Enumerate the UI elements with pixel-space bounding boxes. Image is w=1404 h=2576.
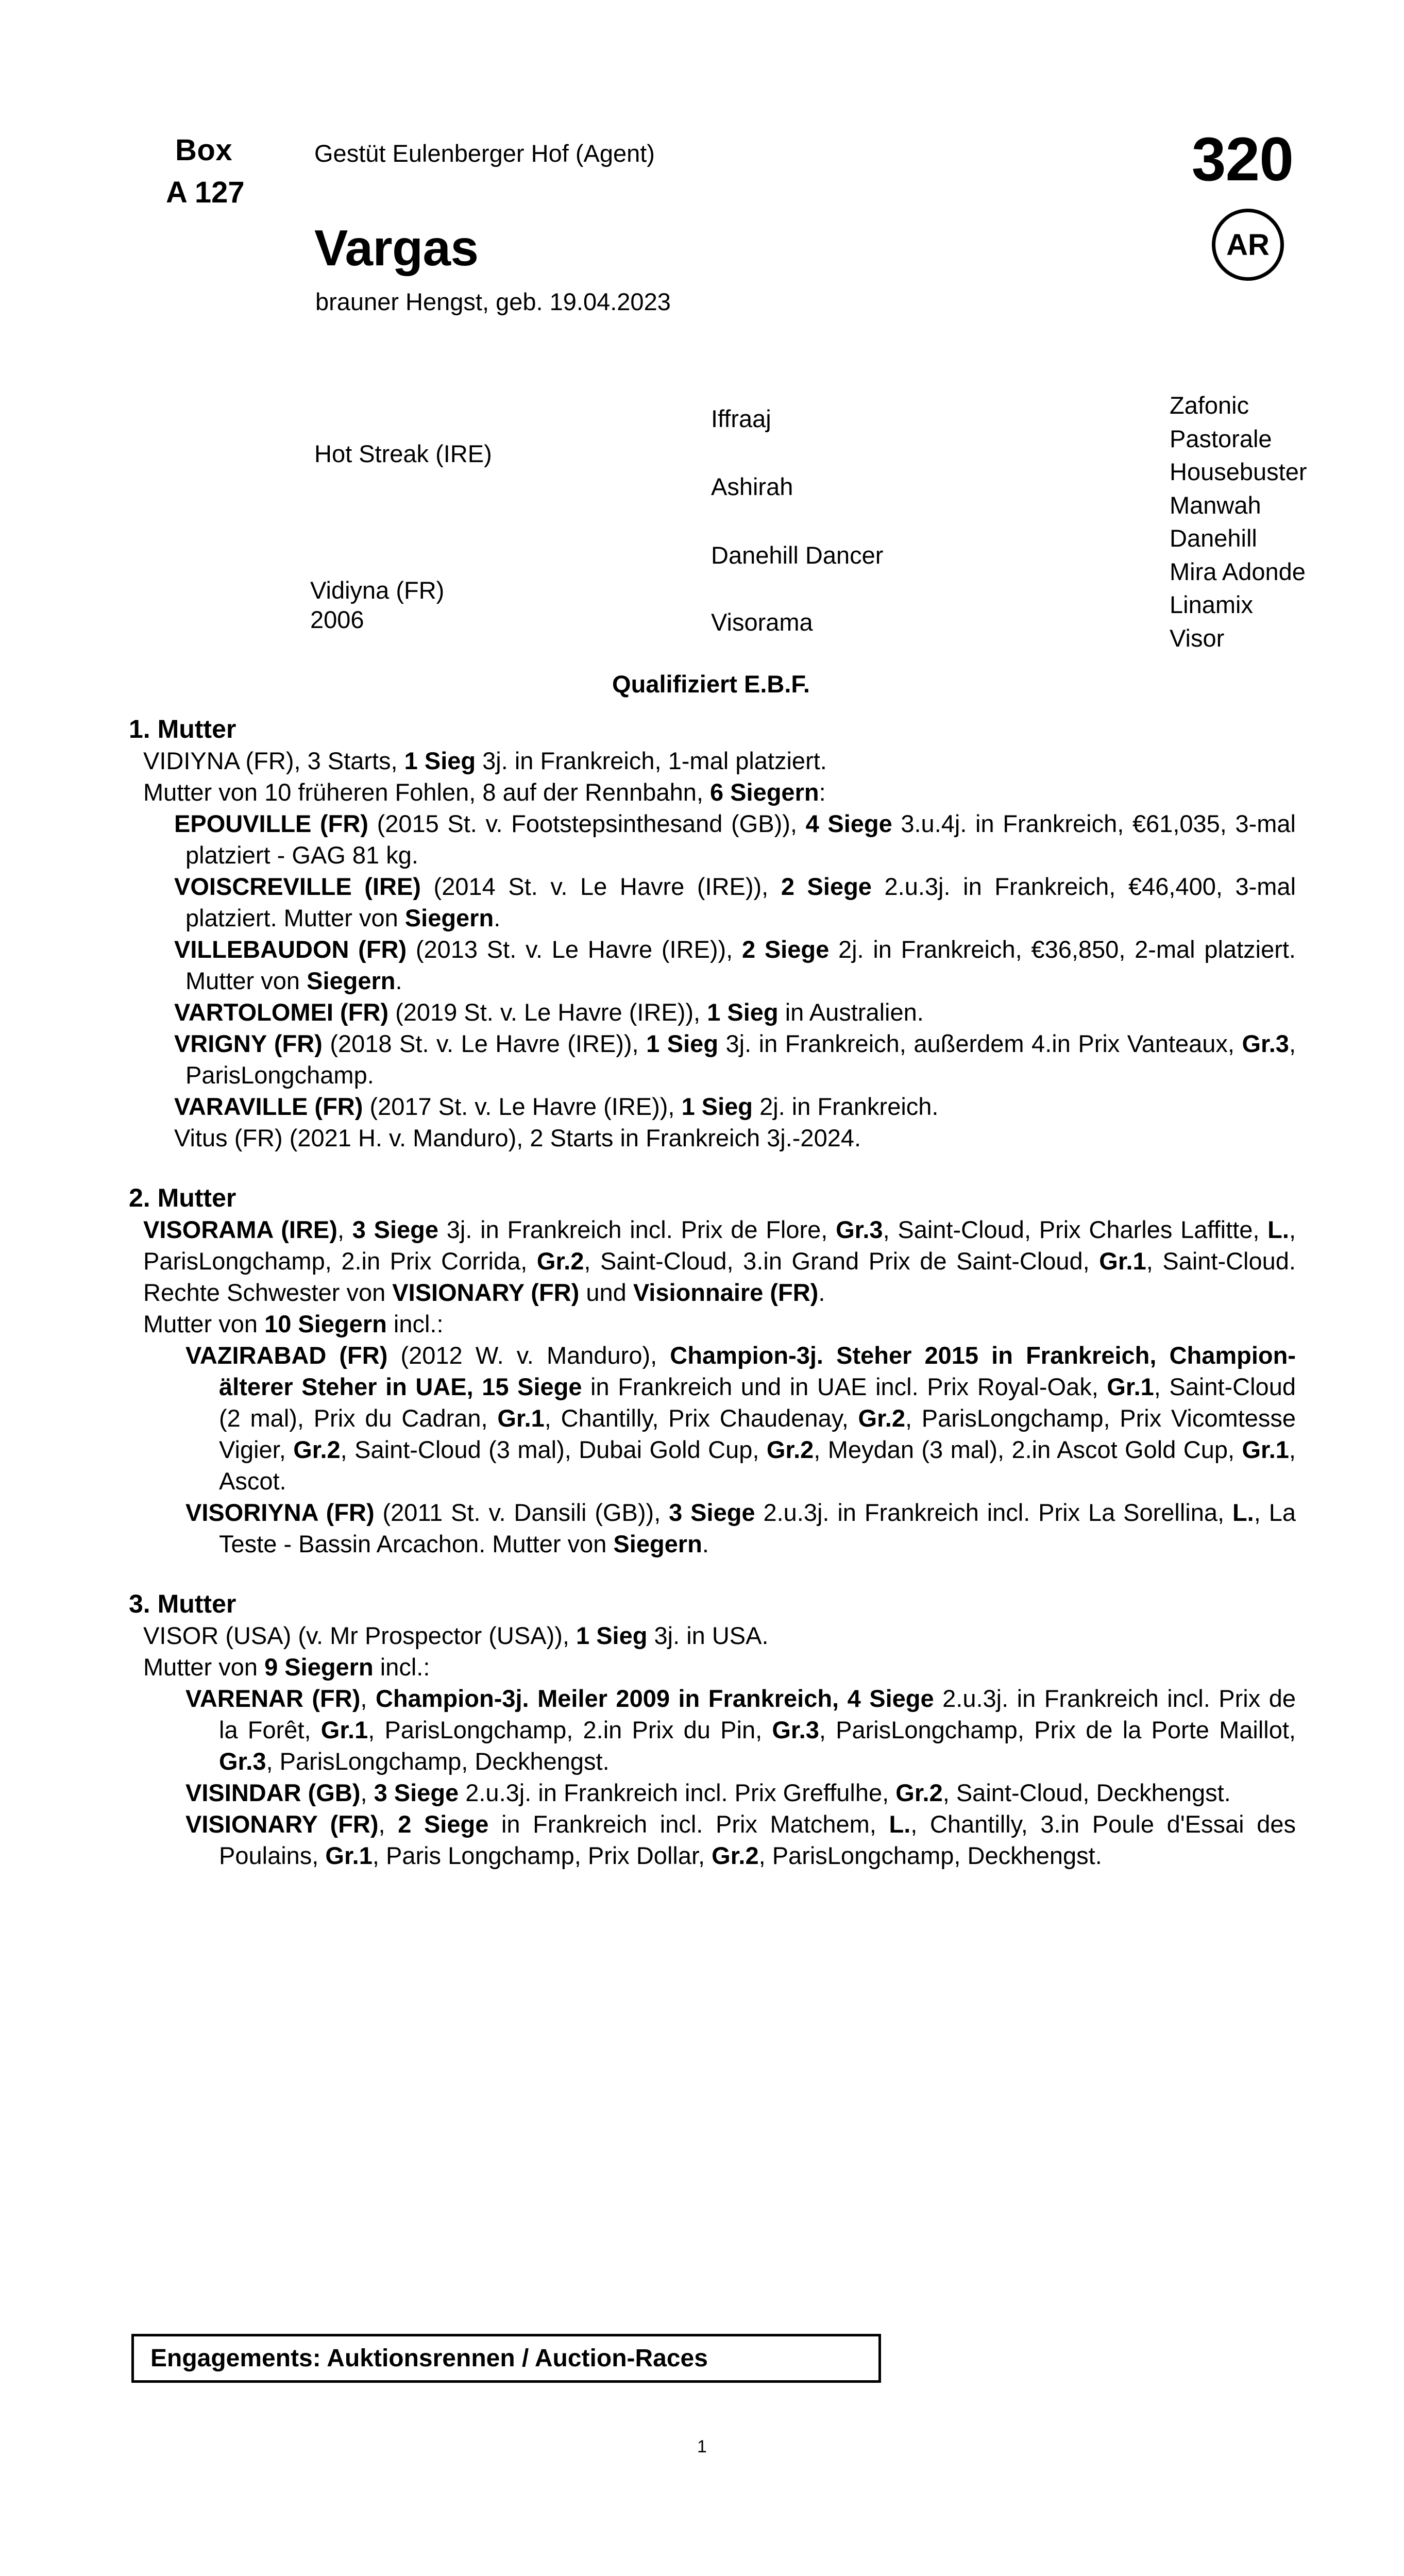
pedigree-table [129,379,1307,652]
foal-name: VARAVILLE (FR) [174,1093,363,1120]
foal-wins: 3 Siege [669,1499,755,1526]
foal-detail-b: in Frankreich incl. Prix Matchem, [488,1810,889,1838]
foal-entry [174,808,1296,871]
foal-entry [185,1777,1296,1808]
first-dam-produce-winners: 6 Siegern [709,778,819,806]
foal-wins: 2 Siege [398,1810,489,1838]
grade-gr2: Gr.2 [712,1842,759,1869]
pedigree-dam-sire: Danehill Dancer [711,541,884,569]
foal-detail-d: , Chantilly, Prix Chaudenay, [544,1404,858,1432]
foal-wins: 1 Sieg [681,1093,753,1120]
pedigree-sire: Hot Streak (IRE) [314,440,492,467]
foal-entry [185,1808,1296,1871]
foal-detail-c: , ParisLongchamp, 2.in Prix du Pin, [368,1716,772,1743]
third-dam-text-b: 3j. in USA. [647,1622,769,1649]
second-dam-text-g: und [579,1279,633,1306]
foal-group-grade: Gr.3 [1242,1030,1289,1057]
section-title-first-dam: 1. Mutter [129,715,236,743]
box-number: A 127 [166,176,245,209]
foal-detail-a: (2011 St. v. Dansili (GB)), [374,1499,669,1526]
foal-detail-b: 2.u.3j. in Frankreich incl. Prix de la Forêt, [219,1685,1296,1743]
foal-detail-b: 2.u.3j. in Frankreich, €46,400, 3-mal platziert. Mutter von [185,873,1296,931]
pedigree-fourth-generation [1170,389,1307,655]
engagements-label: Engagements: Auktionsrennen / Auction-Races [150,2345,708,2372]
foal-name: VARTOLOMEI (FR) [174,998,389,1026]
foal-detail-a: (2017 St. v. Le Havre (IRE)), [363,1093,682,1120]
foal-entry [174,996,1296,1028]
foal-titles: Champion-3j. Meiler 2009 in Frankreich, 4 Siege [375,1685,934,1712]
foal-entry [174,871,1296,934]
page-number: 1 [697,2437,707,2456]
consignor-name: Gestüt Eulenberger Hof (Agent) [314,140,655,167]
pedigree-gp-2: Pastorale [1170,425,1272,452]
second-dam-name: VISORAMA (IRE) [143,1216,337,1243]
pedigree-gp-8: Visor [1170,624,1225,652]
foal-detail-b: 2j. in Frankreich. [753,1093,939,1120]
pedigree-gp-3: Housebuster [1170,458,1307,485]
pedigree-text [129,714,1296,1871]
third-dam-wins: 1 Sieg [576,1622,648,1649]
pedigree-dam: Vidiyna (FR) [310,577,445,604]
related-horse-2: Visionnaire (FR) [633,1279,819,1306]
foal-detail-d: . [702,1530,709,1557]
grade-gr1: Gr.1 [1242,1436,1289,1463]
pedigree-gp-6: Mira Adonde [1170,557,1306,585]
grade-gr1: Gr.1 [325,1842,373,1869]
foal-wins: 2 Siege [781,873,872,900]
foal-name: VARENAR (FR) [185,1685,361,1712]
foal-detail-b: 2j. in Frankreich, €36,850, 2-mal platziert. Mutter von [185,936,1296,994]
foal-entry [185,1683,1296,1777]
foal-detail-d: , Paris Longchamp, Prix Dollar, [372,1842,712,1869]
foal-detail-c: , La Teste - Bassin Arcachon. Mutter von [219,1499,1296,1557]
foal-wins: 1 Sieg [646,1030,719,1057]
grade-gr1: Gr.1 [320,1716,368,1743]
grade-gr1: Gr.1 [1099,1247,1146,1275]
horse-name: Vargas [314,219,479,276]
foal-detail-c: , Saint-Cloud (2 mal), Prix du Cadran, [219,1373,1296,1432]
foal-detail-c: , ParisLongchamp. [185,1030,1296,1089]
foal-detail-b: 2.u.3j. in Frankreich incl. Prix La Sorellina, [755,1499,1232,1526]
grade-gr1: Gr.1 [497,1404,545,1432]
foal-name: VAZIRABAD (FR) [185,1342,388,1369]
third-dam-produce [143,1651,1296,1683]
foal-entry [185,1497,1296,1560]
grade-gr2: Gr.2 [536,1247,584,1275]
foal-detail-g: , Meydan (3 mal), 2.in Ascot Gold Cup, [814,1436,1242,1463]
foal-detail-d: , ParisLongchamp, Prix de la Porte Maillot, [819,1716,1296,1743]
foal-detail-b: 3j. in Frankreich, außerdem 4.in Prix Vanteaux, [718,1030,1242,1057]
foal-detail-b: 3.u.4j. in Frankreich, €61,035, 3-mal platziert - GAG 81 kg. [185,810,1296,869]
foal-detail-a: (2019 St. v. Le Havre (IRE)), [388,998,707,1026]
pedigree-gp-4: Manwah [1170,491,1261,519]
foal-detail-a: (2015 St. v. Footstepsinthesand (GB)), [368,810,806,837]
pedigree-dam-year: 2006 [310,606,364,633]
foal-detail-c: . [494,904,501,931]
foal-winners: Siegern [307,967,396,994]
foal-name: VOISCREVILLE (IRE) [174,873,421,900]
grade-gr2: Gr.2 [895,1779,943,1806]
foal-detail-a: (2013 St. v. Le Havre (IRE)), [407,936,742,963]
foal-winners: Siegern [404,904,494,931]
pedigree-gp-1: Zafonic [1170,392,1249,419]
foal-detail-a: , [360,1685,376,1712]
first-dam-wins: 1 Sieg [404,747,476,774]
foal-wins: 3 Siege [374,1779,459,1806]
second-dam-produce-a: Mutter von [143,1310,265,1337]
first-dam-name: VIDIYNA (FR) [143,747,294,774]
foal-name: VISINDAR (GB) [185,1779,361,1806]
third-dam-produce-b: incl.: [373,1653,430,1681]
pedigree-gp-7: Linamix [1170,591,1253,618]
foal-entry [174,1091,1296,1122]
foal-name: VRIGNY (FR) [174,1030,323,1057]
engagements-box [131,2334,881,2383]
pedigree-gp-5: Danehill [1170,524,1257,552]
foal-entry [185,1340,1296,1497]
third-dam-produce-winners: 9 Siegern [264,1653,374,1681]
foal-detail-e: , ParisLongchamp, Deckhengst. [758,1842,1102,1869]
foal-detail-a: , [378,1810,398,1838]
ar-badge: AR [1212,209,1284,281]
foal-name: VILLEBAUDON (FR) [174,936,407,963]
foal-entry-last: Vitus (FR) (2021 H. v. Manduro), 2 Starts in Frankreich 3j.-2024. [174,1124,861,1151]
second-dam-text-f: , Saint-Cloud. Rechte Schwester von [143,1247,1296,1306]
qualified-note: Qualifiziert E.B.F. [612,670,810,698]
first-dam-text-a: , 3 Starts, [294,747,404,774]
grade-gr2: Gr.2 [766,1436,814,1463]
foal-detail-c: , Chantilly, 3.in Poule d'Essai des Poulains, [219,1810,1296,1869]
foal-winners: Siegern [613,1530,702,1557]
horse-description: brauner Hengst, geb. 19.04.2023 [315,288,671,315]
second-dam-text-c: , Saint-Cloud, Prix Charles Laffitte, [883,1216,1268,1243]
grade-gr3: Gr.3 [836,1216,883,1243]
second-dam-produce [143,1308,1296,1340]
second-dam-produce-winners: 10 Siegern [264,1310,387,1337]
foal-name: VISORIYNA (FR) [185,1499,375,1526]
second-dam-produce-b: incl.: [386,1310,444,1337]
foal-entry [174,934,1296,996]
foal-name: EPOUVILLE (FR) [174,810,368,837]
foal-wins: 1 Sieg [707,998,779,1026]
grade-listed: L. [889,1810,911,1838]
grade-gr3: Gr.3 [219,1748,266,1775]
foal-wins: 4 Siege [805,810,892,837]
foal-detail-a: (2014 St. v. Le Havre (IRE)), [420,873,781,900]
foal-wins: 2 Siege [741,936,830,963]
second-dam-text-e: , Saint-Cloud, 3.in Grand Prix de Saint-Cloud, [584,1247,1099,1275]
foal-detail-b: in Frankreich und in UAE incl. Prix Royal-Oak, [582,1373,1107,1400]
third-dam-intro [143,1620,1296,1651]
second-dam-text-a: , [337,1216,352,1243]
related-horse-1: VISIONARY (FR) [392,1279,580,1306]
first-dam-produce-a: Mutter von 10 früheren Fohlen, 8 auf der Rennbahn, [143,778,710,806]
foal-titles: Champion-3j. Steher 2015 in Frankreich, Champion-älterer Steher in UAE, 15 Siege [219,1342,1296,1400]
foal-entry [174,1028,1296,1091]
third-dam-produce-a: Mutter von [143,1653,265,1681]
foal-detail-e: , ParisLongchamp, Prix Vicomtesse Vigier, [219,1404,1296,1463]
foal-detail-b: 2.u.3j. in Frankreich incl. Prix Greffulhe, [459,1779,896,1806]
grade-gr3: Gr.3 [772,1716,819,1743]
second-dam-intro [143,1214,1296,1308]
foal-detail-a: (2018 St. v. Le Havre (IRE)), [322,1030,647,1057]
second-dam-text-d: , ParisLongchamp, 2.in Prix Corrida, [143,1216,1296,1275]
foal-detail-c: . [395,967,402,994]
second-dam-wins: 3 Siege [352,1216,439,1243]
foal-detail-c: , Saint-Cloud, Deckhengst. [942,1779,1231,1806]
grade-gr1: Gr.1 [1107,1373,1154,1400]
section-title-third-dam: 3. Mutter [129,1589,236,1618]
foal-detail-f: , Saint-Cloud (3 mal), Dubai Gold Cup, [340,1436,767,1463]
first-dam-text-b: 3j. in Frankreich, 1-mal platziert. [476,747,827,774]
pedigree-dam-dam: Visorama [711,608,813,636]
grade-gr2: Gr.2 [293,1436,341,1463]
first-dam-produce-b: : [819,778,826,806]
pedigree-sire-dam: Ashirah [711,473,793,500]
box-label: Box [175,133,233,167]
second-dam-text-b: 3j. in Frankreich incl. Prix de Flore, [438,1216,836,1243]
grade-listed: L. [1232,1499,1254,1526]
pedigree-sire-sire: Iffraaj [711,405,771,432]
foal-detail-e: , ParisLongchamp, Deckhengst. [266,1748,610,1775]
first-dam-intro [143,745,1296,776]
page-header [129,124,1293,340]
catalogue-number: 320 [1191,125,1293,194]
grade-gr2: Gr.2 [858,1404,905,1432]
foal-detail-a: (2012 W. v. Manduro), [387,1342,670,1369]
foal-name: VISIONARY (FR) [185,1810,379,1838]
grade-listed: L. [1267,1216,1289,1243]
foal-detail-h: , Ascot. [219,1436,1296,1495]
section-title-second-dam: 2. Mutter [129,1183,236,1212]
first-dam-produce [143,776,1296,808]
third-dam-name: VISOR (USA) (v. Mr Prospector (USA)), [143,1622,576,1649]
second-dam-text-h: . [818,1279,825,1306]
foal-detail-b: in Australien. [778,998,924,1026]
foal-detail-a: , [360,1779,374,1806]
